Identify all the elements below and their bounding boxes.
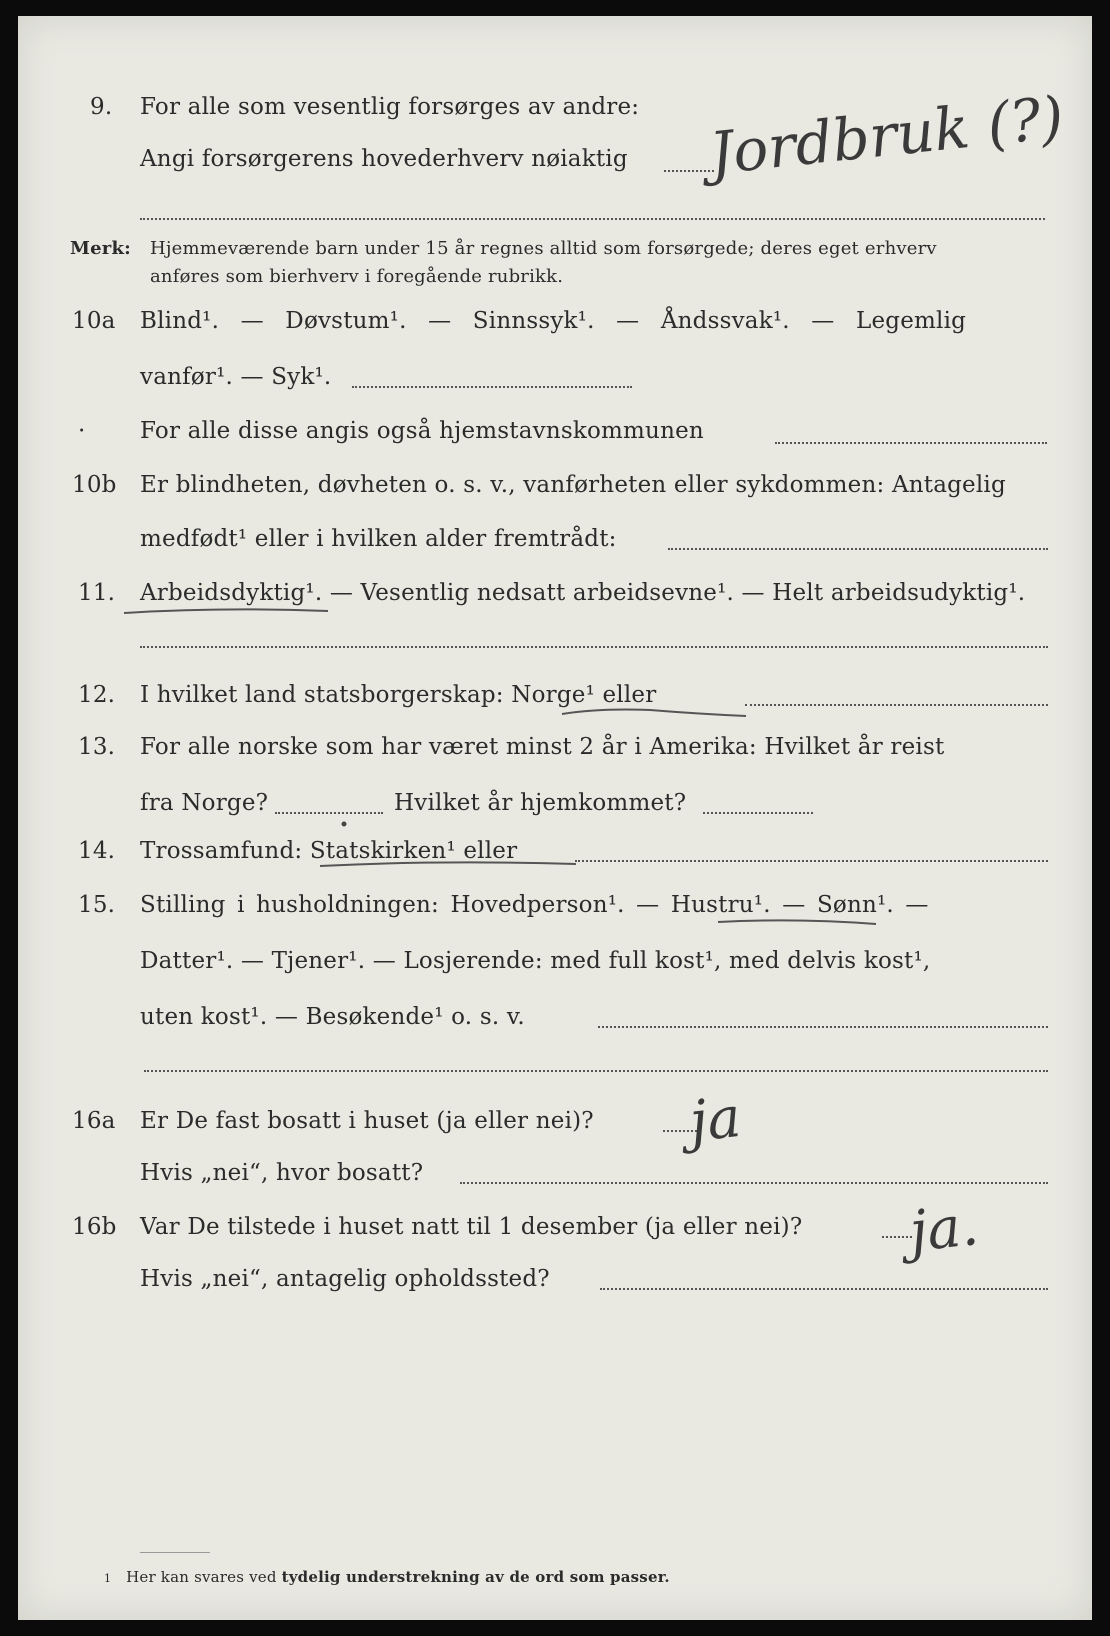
q11-underline-arbeidsdyktig — [122, 605, 332, 617]
q9-answer-dotline — [664, 170, 714, 172]
merk-text-1 — [70, 238, 131, 259]
q12-number: 12. — [78, 682, 116, 708]
q12-land-dotline — [745, 704, 1048, 706]
q16a-number: 16a — [72, 1108, 116, 1134]
q14-trossamfund-dotline — [575, 860, 1048, 862]
q14-underline-statskirken — [318, 820, 580, 872]
q9-handwritten-answer: Jordbruk (?) — [706, 83, 1067, 188]
q13-line2a: fra Norge? — [140, 790, 269, 816]
q12-underline-norge — [560, 706, 750, 720]
q9-number: 9. — [90, 94, 113, 120]
q10a-number: 10a — [72, 308, 116, 334]
q16b-answer-dotline — [882, 1236, 912, 1238]
q10b-line2: medfødt¹ eller i hvilken alder fremtrådt: — [140, 526, 617, 552]
q14-text: Trossamfund: Statskirken¹ eller — [140, 838, 518, 864]
footnote-mark: 1 — [104, 1572, 112, 1585]
q16b-opholdssted-dotline — [600, 1288, 1048, 1290]
q10b-number: 10b — [72, 472, 117, 498]
footnote-text-plain: Her kan svares ved — [126, 1568, 277, 1586]
q11-number: 11. — [78, 580, 116, 606]
merk-line2: anføres som bierhverv i foregående rubrikk. — [150, 266, 564, 287]
footnote-rule — [140, 1552, 210, 1553]
q13-line2b: Hvilket år hjemkommet? — [394, 790, 687, 816]
q11-extra-dotline — [140, 646, 1048, 648]
q16a-handwritten-answer: ja — [686, 1084, 744, 1155]
q10a-line1: Blind¹. — Døvstum¹. — Sinnssyk¹. — Åndssvak¹. — Legemlig — [140, 308, 967, 334]
q9-line2: Angi forsørgerens hovederhverv nøiaktig — [140, 146, 628, 172]
q15-line1: Stilling i husholdningen: Hovedperson¹. — Hustru¹. — Sønn¹. — — [140, 892, 929, 918]
q16b-line1: Var De tilstede i huset natt til 1 desember (ja eller nei)? — [140, 1214, 803, 1240]
q11-text: Arbeidsdyktig¹. — Vesentlig nedsatt arbeidsevne¹. — Helt arbeidsudyktig¹. — [140, 580, 1026, 606]
footnote — [104, 1568, 670, 1586]
merk-label: Merk: — [70, 238, 131, 259]
q16b-line2: Hvis „nei“, antagelig opholdssted? — [140, 1266, 550, 1292]
q10a-syk-dotline — [352, 386, 632, 388]
q12-text: I hvilket land statsborgerskap: Norge¹ eller — [140, 682, 657, 708]
q13-hjemkommet-dotline — [703, 812, 813, 814]
q16a-line1: Er De fast bosatt i huset (ja eller nei)? — [140, 1108, 594, 1134]
q15-line3: uten kost¹. — Besøkende¹ o. s. v. — [140, 1004, 525, 1030]
q16a-bosatt-dotline — [460, 1182, 1048, 1184]
q13-number: 13. — [78, 734, 116, 760]
merk-line1: Hjemmeværende barn under 15 år regnes alltid som forsørgede; deres eget erhverv — [150, 238, 937, 259]
q16b-number: 16b — [72, 1214, 117, 1240]
q10b-alder-dotline — [668, 548, 1048, 550]
footnote-text-bold: tydelig understrekning av de ord som passer. — [281, 1568, 670, 1586]
q16b-handwritten-answer: ja. — [906, 1193, 982, 1265]
q15-underline-hustru — [716, 916, 880, 928]
q9-extra-dotline — [140, 218, 1045, 220]
q13-line1: For alle norske som har været minst 2 år i Amerika: Hvilket år reist — [140, 734, 945, 760]
q10b-line1: Er blindheten, døvheten o. s. v., vanførheten eller sykdommen: Antagelig — [140, 472, 1006, 498]
q16a-line2: Hvis „nei“, hvor bosatt? — [140, 1160, 424, 1186]
q13-reist-dotline — [275, 812, 383, 814]
q15-line2: Datter¹. — Tjener¹. — Losjerende: med full kost¹, med delvis kost¹, — [140, 948, 931, 974]
q15-number: 15. — [78, 892, 116, 918]
q9-line1: For alle som vesentlig forsørges av andre: — [140, 94, 640, 120]
q10a-bullet: · — [78, 418, 86, 444]
q10a-line3: For alle disse angis også hjemstavnskommunen — [140, 418, 704, 444]
q15-besokende-dotline — [598, 1026, 1048, 1028]
q10a-line2: vanfør¹. — Syk¹. — [140, 364, 332, 390]
q10a-kommune-dotline — [775, 442, 1047, 444]
q15-extra-dotline — [144, 1070, 1048, 1072]
q14-number: 14. — [78, 838, 116, 864]
